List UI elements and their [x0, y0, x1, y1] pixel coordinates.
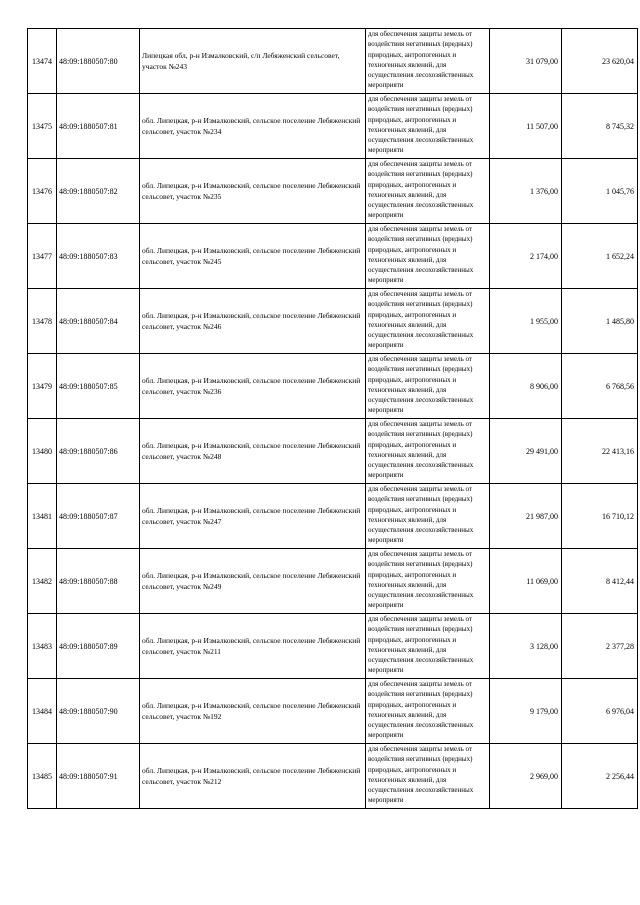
cadastral-number-cell: 48:09:1880507:89 — [57, 614, 140, 679]
cost-value-cell: 8 745,32 — [562, 94, 638, 159]
table-row — [28, 484, 638, 549]
purpose-cell: для обеспечения защиты земель от воздействия негативных (вредных) природных, антропогенных и техногенных явлений, для осуществления лесохозяйственных мероприяти — [366, 419, 490, 484]
row-number-cell: 13477 — [28, 224, 57, 289]
area-value-cell: 2 969,00 — [490, 744, 562, 809]
cost-value-cell: 2 256,44 — [562, 744, 638, 809]
table-row — [28, 614, 638, 679]
address-cell: обл. Липецкая, р-н Измалковский, сельское поселение Лебяженский сельсовет, участок №246 — [140, 289, 366, 354]
row-number-cell: 13475 — [28, 94, 57, 159]
area-value-cell: 1 376,00 — [490, 159, 562, 224]
row-number-cell: 13482 — [28, 549, 57, 614]
cadastral-number-cell: 48:09:1880507:90 — [57, 679, 140, 744]
table-row — [28, 29, 638, 94]
table-row — [28, 549, 638, 614]
table-row — [28, 354, 638, 419]
cadastral-number-cell: 48:09:1880507:85 — [57, 354, 140, 419]
purpose-cell: для обеспечения защиты земель от воздействия негативных (вредных) природных, антропогенных и техногенных явлений, для осуществления лесохозяйственных мероприяти — [366, 29, 490, 94]
row-number-cell: 13483 — [28, 614, 57, 679]
cost-value-cell: 1 045,76 — [562, 159, 638, 224]
cadastral-number-cell: 48:09:1880507:87 — [57, 484, 140, 549]
cost-value-cell: 22 413,16 — [562, 419, 638, 484]
area-value-cell: 3 128,00 — [490, 614, 562, 679]
address-cell: обл. Липецкая, р-н Измалковский, сельское поселение Лебяженский сельсовет, участок №247 — [140, 484, 366, 549]
cadastral-number-cell: 48:09:1880507:88 — [57, 549, 140, 614]
cadastral-number-cell: 48:09:1880507:86 — [57, 419, 140, 484]
purpose-cell: для обеспечения защиты земель от воздействия негативных (вредных) природных, антропогенных и техногенных явлений, для осуществления лесохозяйственных мероприяти — [366, 614, 490, 679]
address-cell: обл. Липецкая, р-н Измалковский, сельское поселение Лебяженский сельсовет, участок №235 — [140, 159, 366, 224]
table-row — [28, 159, 638, 224]
purpose-cell: для обеспечения защиты земель от воздействия негативных (вредных) природных, антропогенных и техногенных явлений, для осуществления лесохозяйственных мероприяти — [366, 224, 490, 289]
row-number-cell: 13481 — [28, 484, 57, 549]
area-value-cell: 11 507,00 — [490, 94, 562, 159]
row-number-cell: 13484 — [28, 679, 57, 744]
address-cell: обл. Липецкая, р-н Измалковский, сельское поселение Лебяженский сельсовет, участок №234 — [140, 94, 366, 159]
cost-value-cell: 23 620,04 — [562, 29, 638, 94]
cadastral-number-cell: 48:09:1880507:83 — [57, 224, 140, 289]
purpose-cell: для обеспечения защиты земель от воздействия негативных (вредных) природных, антропогенных и техногенных явлений, для осуществления лесохозяйственных мероприяти — [366, 94, 490, 159]
area-value-cell: 21 987,00 — [490, 484, 562, 549]
land-plot-table — [27, 28, 638, 809]
address-cell: Липецкая обл, р-н Измалковский, с/п Лебяженский сельсовет, участок №243 — [140, 29, 366, 94]
area-value-cell: 11 069,00 — [490, 549, 562, 614]
table-row — [28, 94, 638, 159]
cadastral-number-cell: 48:09:1880507:82 — [57, 159, 140, 224]
row-number-cell: 13476 — [28, 159, 57, 224]
cost-value-cell: 2 377,28 — [562, 614, 638, 679]
cost-value-cell: 6 976,04 — [562, 679, 638, 744]
address-cell: обл. Липецкая, р-н Измалковский, сельское поселение Лебяженский сельсовет, участок №248 — [140, 419, 366, 484]
table-row — [28, 419, 638, 484]
area-value-cell: 31 079,00 — [490, 29, 562, 94]
cadastral-number-cell: 48:09:1880507:84 — [57, 289, 140, 354]
cadastral-number-cell: 48:09:1880507:91 — [57, 744, 140, 809]
row-number-cell: 13479 — [28, 354, 57, 419]
purpose-cell: для обеспечения защиты земель от воздействия негативных (вредных) природных, антропогенных и техногенных явлений, для осуществления лесохозяйственных мероприяти — [366, 354, 490, 419]
row-number-cell: 13474 — [28, 29, 57, 94]
cost-value-cell: 6 768,56 — [562, 354, 638, 419]
address-cell: обл. Липецкая, р-н Измалковский, сельское поселение Лебяженский сельсовет, участок №245 — [140, 224, 366, 289]
area-value-cell: 8 906,00 — [490, 354, 562, 419]
table-row — [28, 744, 638, 809]
table-body — [28, 29, 638, 809]
cadastral-number-cell: 48:09:1880507:81 — [57, 94, 140, 159]
purpose-cell: для обеспечения защиты земель от воздействия негативных (вредных) природных, антропогенных и техногенных явлений, для осуществления лесохозяйственных мероприяти — [366, 679, 490, 744]
purpose-cell: для обеспечения защиты земель от воздействия негативных (вредных) природных, антропогенных и техногенных явлений, для осуществления лесохозяйственных мероприяти — [366, 159, 490, 224]
row-number-cell: 13478 — [28, 289, 57, 354]
address-cell: обл. Липецкая, р-н Измалковский, сельское поселение Лебяженский сельсовет, участок №236 — [140, 354, 366, 419]
purpose-cell: для обеспечения защиты земель от воздействия негативных (вредных) природных, антропогенных и техногенных явлений, для осуществления лесохозяйственных мероприяти — [366, 289, 490, 354]
cost-value-cell: 16 710,12 — [562, 484, 638, 549]
area-value-cell: 2 174,00 — [490, 224, 562, 289]
cadastral-number-cell: 48:09:1880507:80 — [57, 29, 140, 94]
purpose-cell: для обеспечения защиты земель от воздействия негативных (вредных) природных, антропогенных и техногенных явлений, для осуществления лесохозяйственных мероприяти — [366, 484, 490, 549]
table-row — [28, 224, 638, 289]
cost-value-cell: 1 485,80 — [562, 289, 638, 354]
area-value-cell: 1 955,00 — [490, 289, 562, 354]
purpose-cell: для обеспечения защиты земель от воздействия негативных (вредных) природных, антропогенных и техногенных явлений, для осуществления лесохозяйственных мероприяти — [366, 744, 490, 809]
area-value-cell: 29 491,00 — [490, 419, 562, 484]
area-value-cell: 9 179,00 — [490, 679, 562, 744]
cost-value-cell: 8 412,44 — [562, 549, 638, 614]
purpose-cell: для обеспечения защиты земель от воздействия негативных (вредных) природных, антропогенных и техногенных явлений, для осуществления лесохозяйственных мероприяти — [366, 549, 490, 614]
cost-value-cell: 1 652,24 — [562, 224, 638, 289]
row-number-cell: 13485 — [28, 744, 57, 809]
table-row — [28, 289, 638, 354]
address-cell: обл. Липецкая, р-н Измалковский, сельское поселение Лебяженский сельсовет, участок №192 — [140, 679, 366, 744]
row-number-cell: 13480 — [28, 419, 57, 484]
address-cell: обл. Липецкая, р-н Измалковский, сельское поселение Лебяженский сельсовет, участок №212 — [140, 744, 366, 809]
address-cell: обл. Липецкая, р-н Измалковский, сельское поселение Лебяженский сельсовет, участок №211 — [140, 614, 366, 679]
table-row — [28, 679, 638, 744]
address-cell: обл. Липецкая, р-н Измалковский, сельское поселение Лебяженский сельсовет, участок №249 — [140, 549, 366, 614]
